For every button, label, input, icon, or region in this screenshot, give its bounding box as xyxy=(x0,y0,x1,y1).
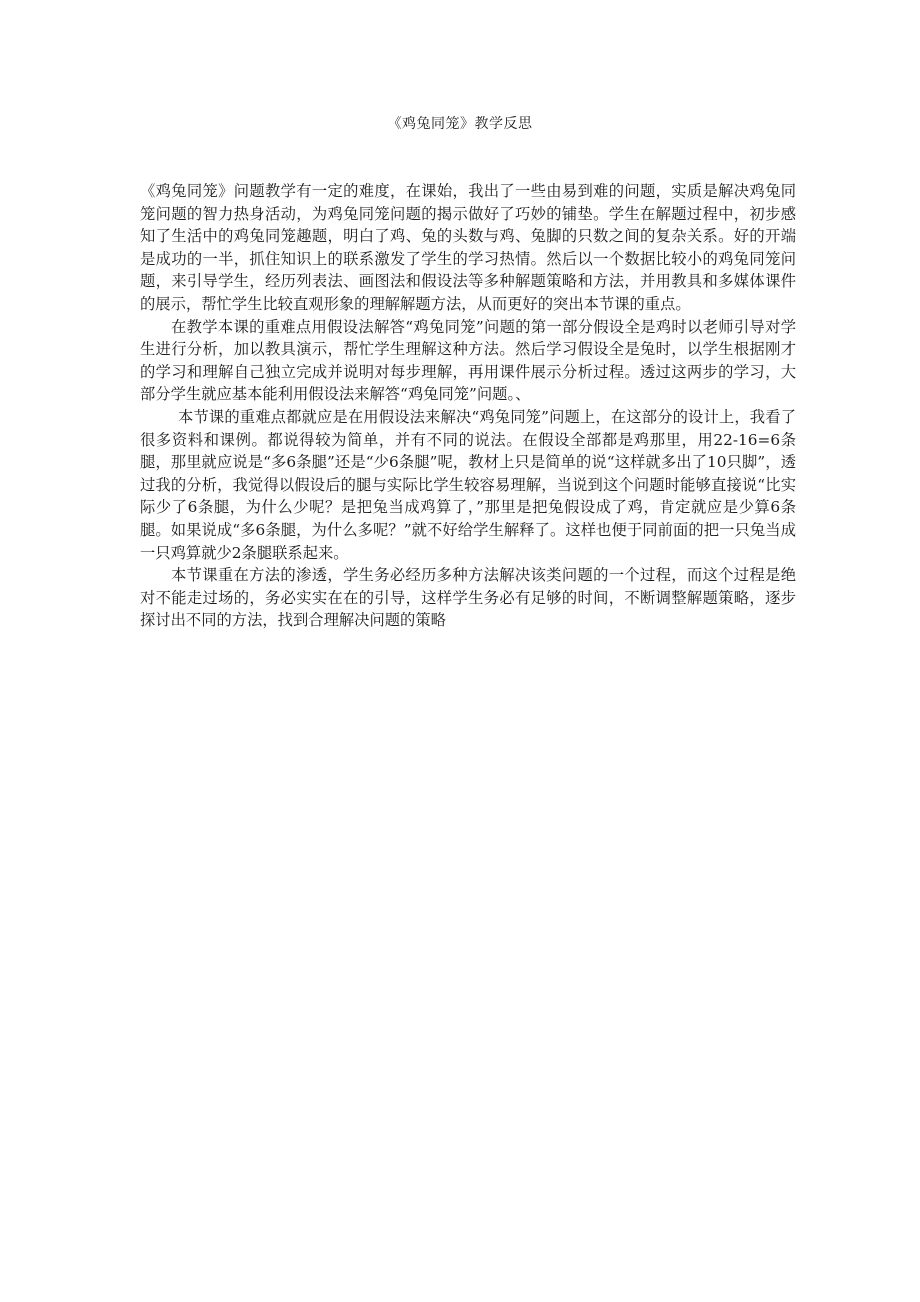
paragraph-key-difficulty: 本节课的重难点都就应是在用假设法来解决“鸡兔同笼”问题上，在这部分的设计上，我看了很多资料和课例。都说得较为简单，并有不同的说法。在假设全部都是鸡那里，用22-16=6条腿，那里就应说是“多6条腿”还是“少6条腿”呢，教材上只是简单的说“这样就多出了10只脚”，透过我的分析，我觉得以假设后的腿与实际比学生较容易理解，当说到这个问题时能够直接说“比实际少了6条腿，为什么少呢？是把兔当成鸡算了，”那里是把兔假设成了鸡，肯定就应是少算6条腿。如果说成“多6条腿，为什么多呢？”就不好给学生解释了。这样也便于同前面的把一只兔当成一只鸡算就少2条腿联系起来。 xyxy=(140,407,796,562)
paragraph-intro: 《鸡兔同笼》问题教学有一定的难度，在课始，我出了一些由易到难的问题，实质是解决鸡兔同笼问题的智力热身活动，为鸡兔同笼问题的揭示做好了巧妙的铺垫。学生在解题过程中，初步感知了生活中的鸡兔同笼趣题，明白了鸡、兔的头数与鸡、兔脚的只数之间的复杂关系。好的开端是成功的一半，抓住知识上的联系激发了学生的学习热情。然后以一个数据比较小的鸡兔同笼问题，来引导学生，经历列表法、画图法和假设法等多种解题策略和方法，并用教具和多媒体课件的展示，帮忙学生比较直观形象的理解解题方法，从而更好的突出本节课的重点。 xyxy=(140,182,796,313)
document-title: 《鸡兔同笼》教学反思 xyxy=(387,116,533,132)
document-body xyxy=(140,180,796,632)
paragraph-assumption-method: 在教学本课的重难点用假设法解答“鸡兔同笼”问题的第一部分假设全是鸡时以老师引导对学生进行分析，加以教具演示，帮忙学生理解这种方法。然后学习假设全是兔时，以学生根据刚才的学习和理解自己独立完成并说明对每步理解，再用课件展示分析过程。透过这两步的学习，大部分学生就应基本能利用假设法来解答“鸡兔同笼”问题。、 xyxy=(140,317,796,404)
paragraph-method-emphasis: 本节课重在方法的渗透，学生务必经历多种方法解决该类问题的一个过程，而这个过程是绝对不能走过场的，务必实实在在的引导，这样学生务必有足够的时间，不断调整解题策略，逐步探讨出不同的方法，找到合理解决问题的策略 xyxy=(140,566,796,630)
